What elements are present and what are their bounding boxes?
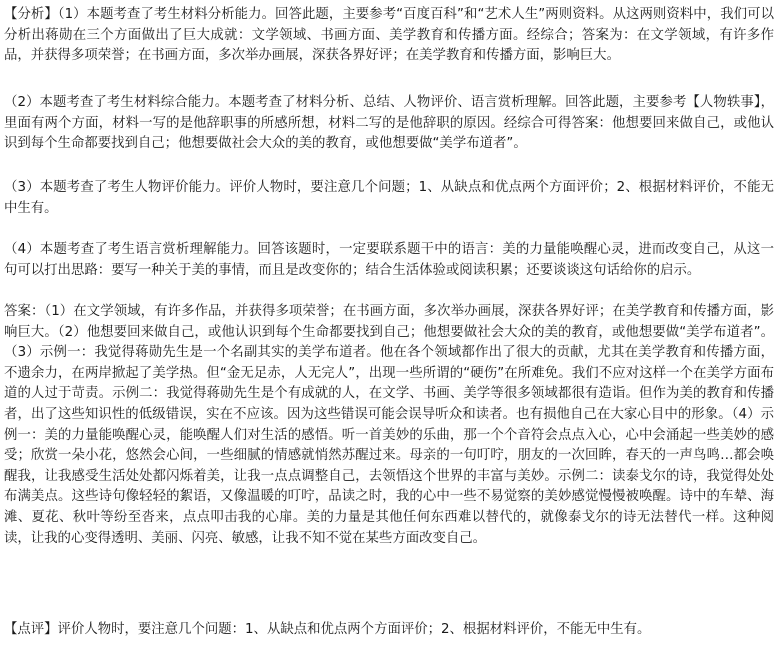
- analysis-paragraph-4: （4）本题考查了考生语言赏析理解能力。回答该题时，一定要联系题干中的语言：美的力量能唤醒心灵，进而改变自己，从这一句可以打出思路：要写一种关于美的事情，而且是改变你的；结合生活体验或阅读积累；还要谈谈这句话给你的启示。: [4, 242, 774, 278]
- analysis-paragraph-3: （3）本题考查了考生人物评价能力。评价人物时，要注意几个问题；1、从缺点和优点两个方面评价；2、根据材料评价，不能无中生有。: [4, 180, 774, 216]
- comment-paragraph: 【点评】评价人物时，要注意几个问题：1、从缺点和优点两个方面评价；2、根据材料评价，不能无中生有。: [4, 622, 651, 637]
- answer-paragraph: 答案：（1）在文学领域，有许多作品，并获得多项荣誉；在书画方面，多次举办画展，深获各界好评；在美学教育和传播方面，影响巨大。（2）他想要回来做自己，或他认识到每个生命都要找到自己；他想要做社会大众的美的教育，或他想要做“美学布道者”。（3）示例一：我觉得蒋勋先生是一个名副其实的美学布道者。他在各个领域都作出了很大的贡献，尤其在美学教育和传播方面，不遗余力，在两岸掀起了美学热。但“金无足赤，人无完人”，出现一些所谓的“硬伤”在所难免。我们不应对这样一个在美学方面布道的人过于苛责。示例二：我觉得蒋勋先生是个有成就的人，在文学、书画、美学等很多领域都很有造诣。但作为美的教育和传播者，出了这些知识性的低级错误，实在不应该。因为这些错误可能会误导听众和读者。也有损他自己在大家心目中的形象。（4）示例一：美的力量能唤醒心灵，能唤醒人们对生活的感悟。听一首美妙的乐曲，那一个个音符会点点入心，心中会涌起一些美妙的感受；欣赏一朵小花，悠然会心间，一些细腻的情感就悄然苏醒过来。母亲的一句叮咛，朋友的一次回眸，春天的一声鸟鸣…都会唤醒我，让我感受生活处处都闪烁着美，让我一点点调整自己，去领悟这个世界的丰富与美妙。示例二：读泰戈尔的诗，我觉得处处布满美点。这些诗句像轻轻的絮语，又像温暖的叮咛，品读之时，我的心中一些不易觉察的美妙感觉慢慢被唤醒。诗中的车辇、海滩、夏花、秋叶等纷至沓来，点点叩击我的心扉。美的力量是其他任何东西难以替代的，就像泰戈尔的诗无法替代一样。这种阅读，让我的心变得透明、美丽、闪亮、敏感，让我不知不觉在某些方面改变自己。: [4, 304, 774, 546]
- analysis-paragraph-2: （2）本题考查了考生材料综合能力。本题考查了材料分析、总结、人物评价、语言赏析理解。回答此题，主要参考【人物轶事】，里面有两个方面，材料一写的是他辞职事的所感所想，材料二写的是他辞职的原因。经综合可得答案：他想要回来做自己，或他认识到每个生命都要找到自己；他想要做社会大众的美的教育，或他想要做“美学布道者”。: [4, 95, 774, 152]
- analysis-paragraph-1: 【分析】（1）本题考查了考生材料分析能力。回答此题，主要参考“百度百科”和“艺术人生”两则资料。从这两则资料中，我们可以分析出蒋勋在三个方面做出了巨大成就：文学领域、书画方面、美学教育和传播方面。经综合；答案为：在文学领域，有许多作品，并获得多项荣誉；在书画方面，多次举办画展，深获各界好评；在美学教育和传播方面，影响巨大。: [4, 7, 774, 64]
